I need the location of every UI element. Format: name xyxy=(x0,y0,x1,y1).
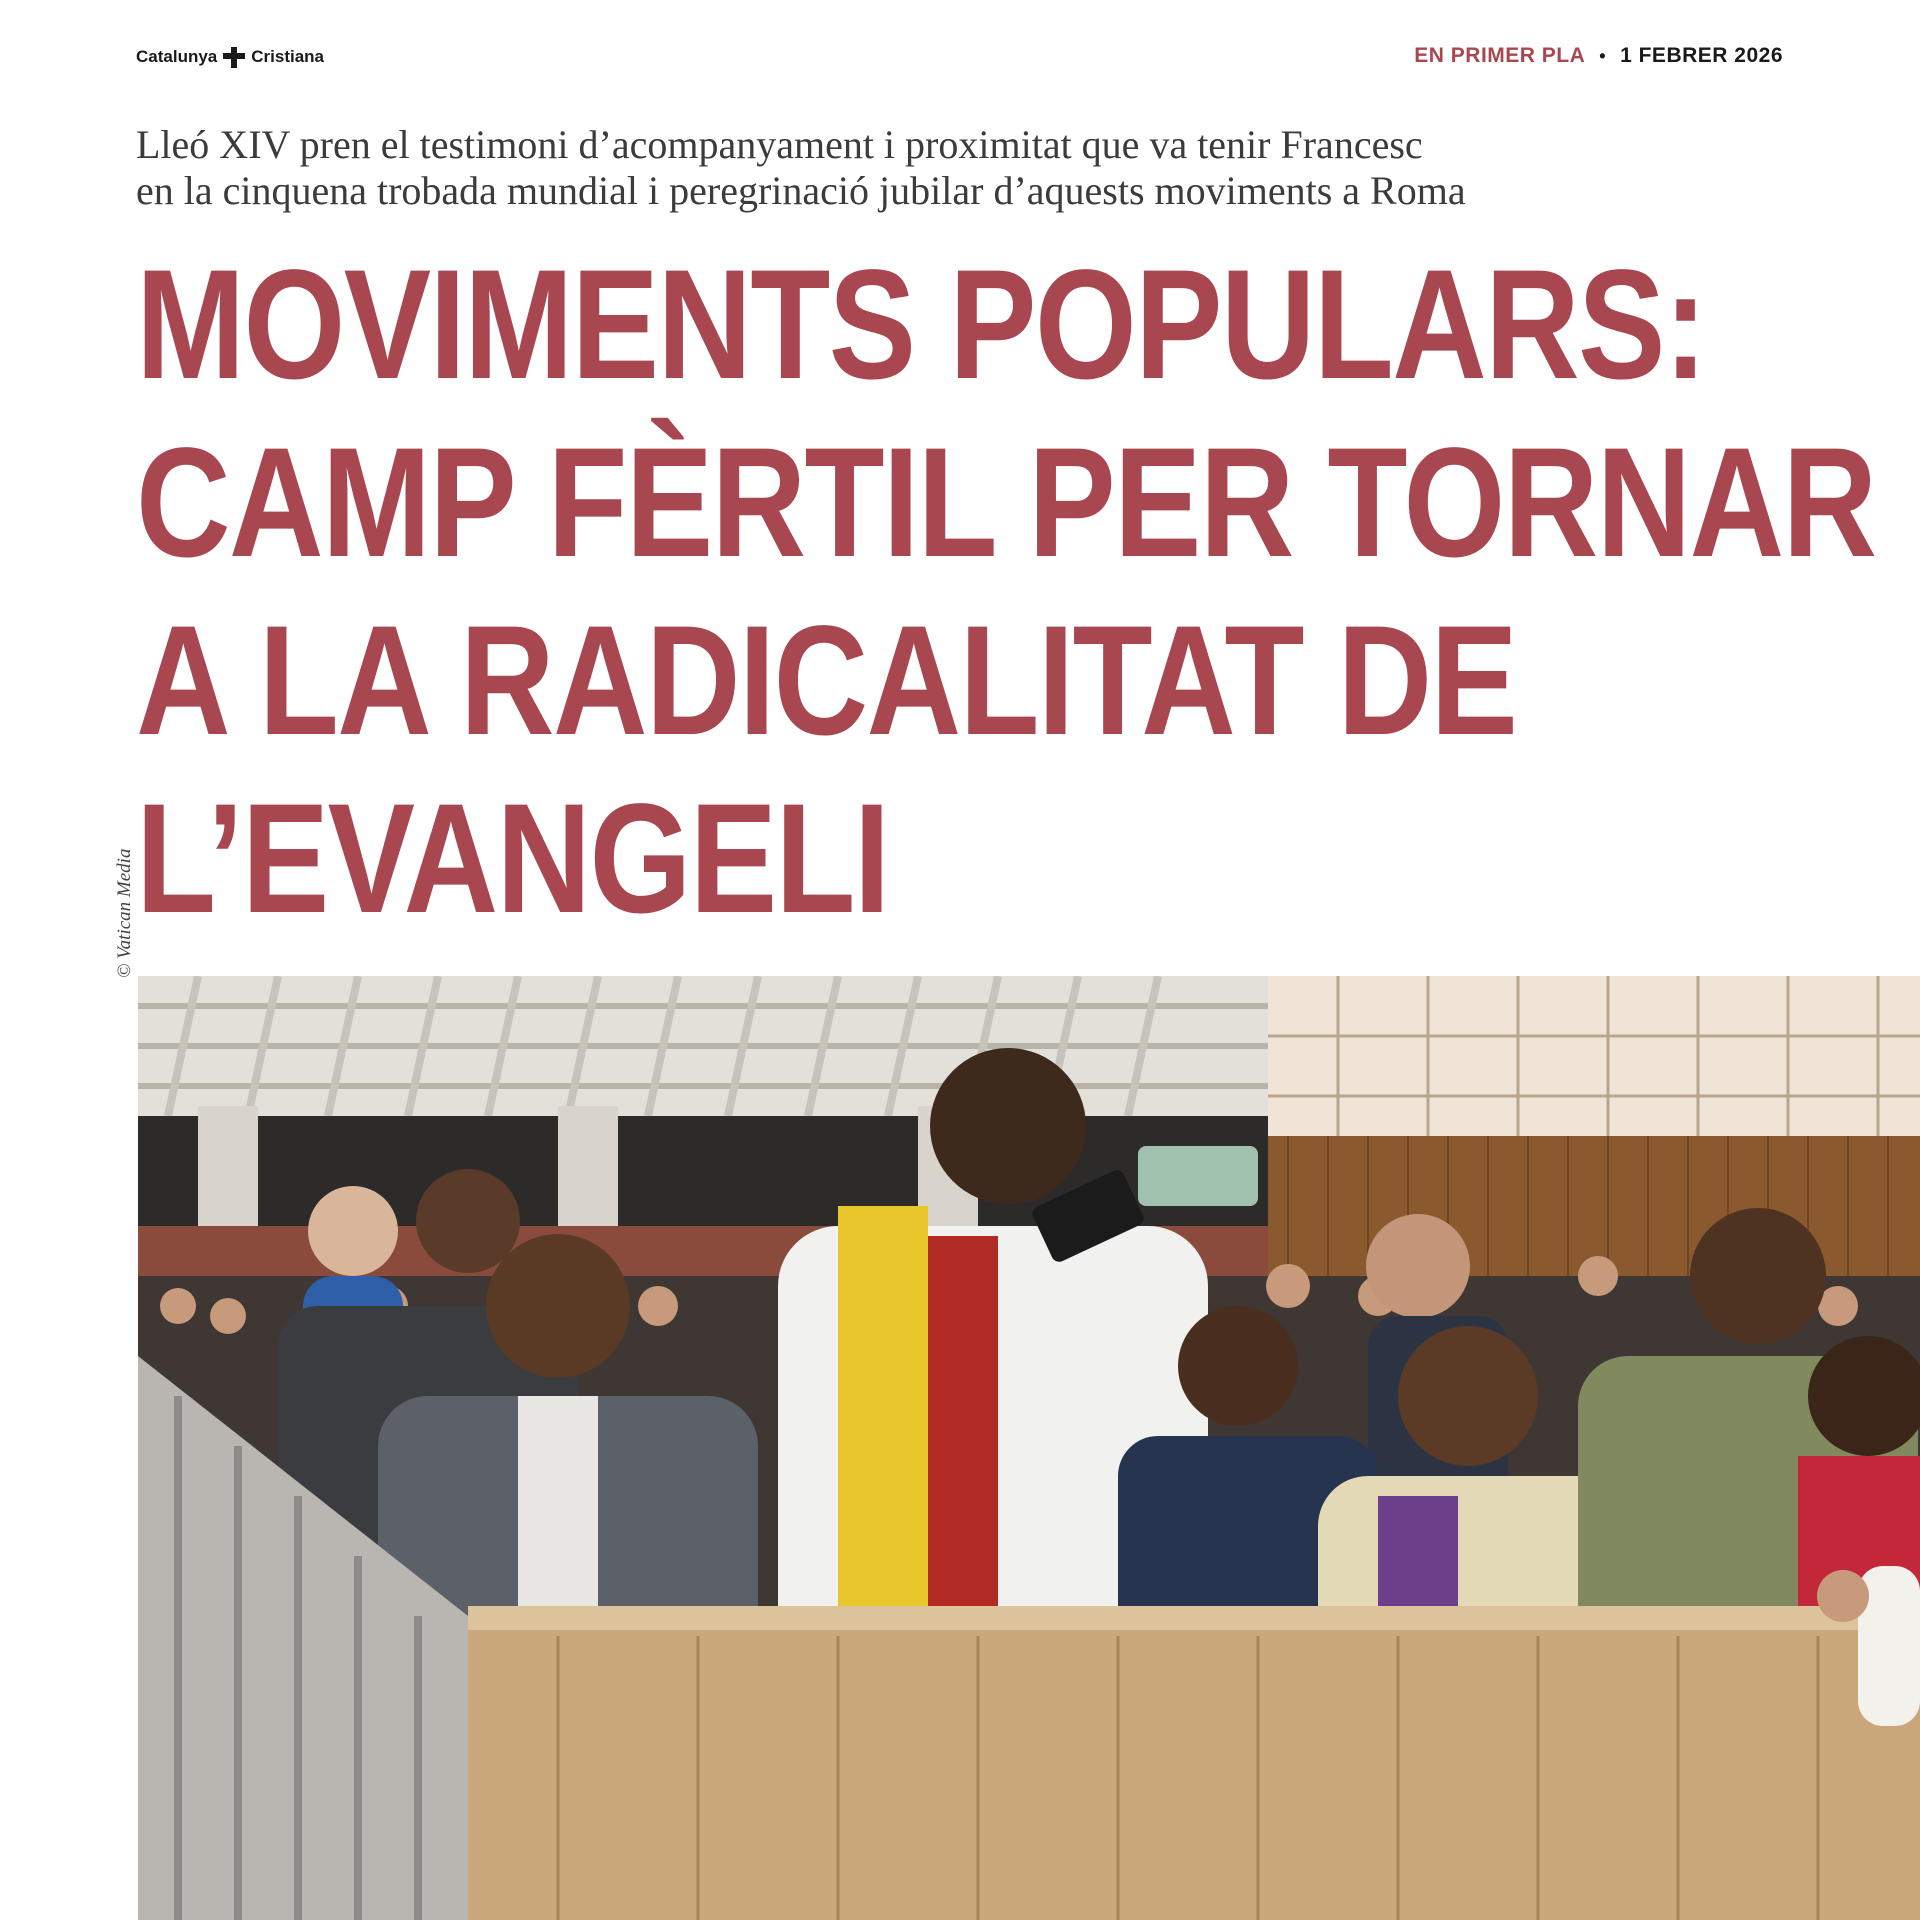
headline-line: L’EVANGELI xyxy=(136,772,889,946)
article-photo xyxy=(138,976,1920,1920)
article-headline xyxy=(136,236,1876,948)
masthead-right-word: Cristiana xyxy=(251,47,324,66)
photo-credit: © Vatican Media xyxy=(114,848,135,978)
subtitle-line: en la cinquena trobada mundial i peregrinació jubilar d’aquests moviments a Roma xyxy=(136,168,1466,213)
section-header xyxy=(1414,44,1783,68)
issue-date: 1 FEBRER 2026 xyxy=(1620,44,1783,67)
section-name: EN PRIMER PLA xyxy=(1414,44,1586,67)
masthead-left-word: Catalunya xyxy=(136,47,218,66)
headline-line: MOVIMENTS POPULARS: xyxy=(136,238,1706,412)
subtitle-line: Lleó XIV pren el testimoni d’acompanyament i proximitat que va tenir Francesc xyxy=(136,122,1423,167)
cross-icon xyxy=(223,46,245,68)
crowd-photo-illustration xyxy=(138,976,1920,1920)
masthead-logo xyxy=(136,46,324,68)
headline-line: CAMP FÈRTIL PER TORNAR xyxy=(136,416,1876,590)
article-subtitle xyxy=(136,122,1816,214)
headline-line: A LA RADICALITAT DE xyxy=(136,594,1517,768)
header-separator: • xyxy=(1599,45,1607,66)
